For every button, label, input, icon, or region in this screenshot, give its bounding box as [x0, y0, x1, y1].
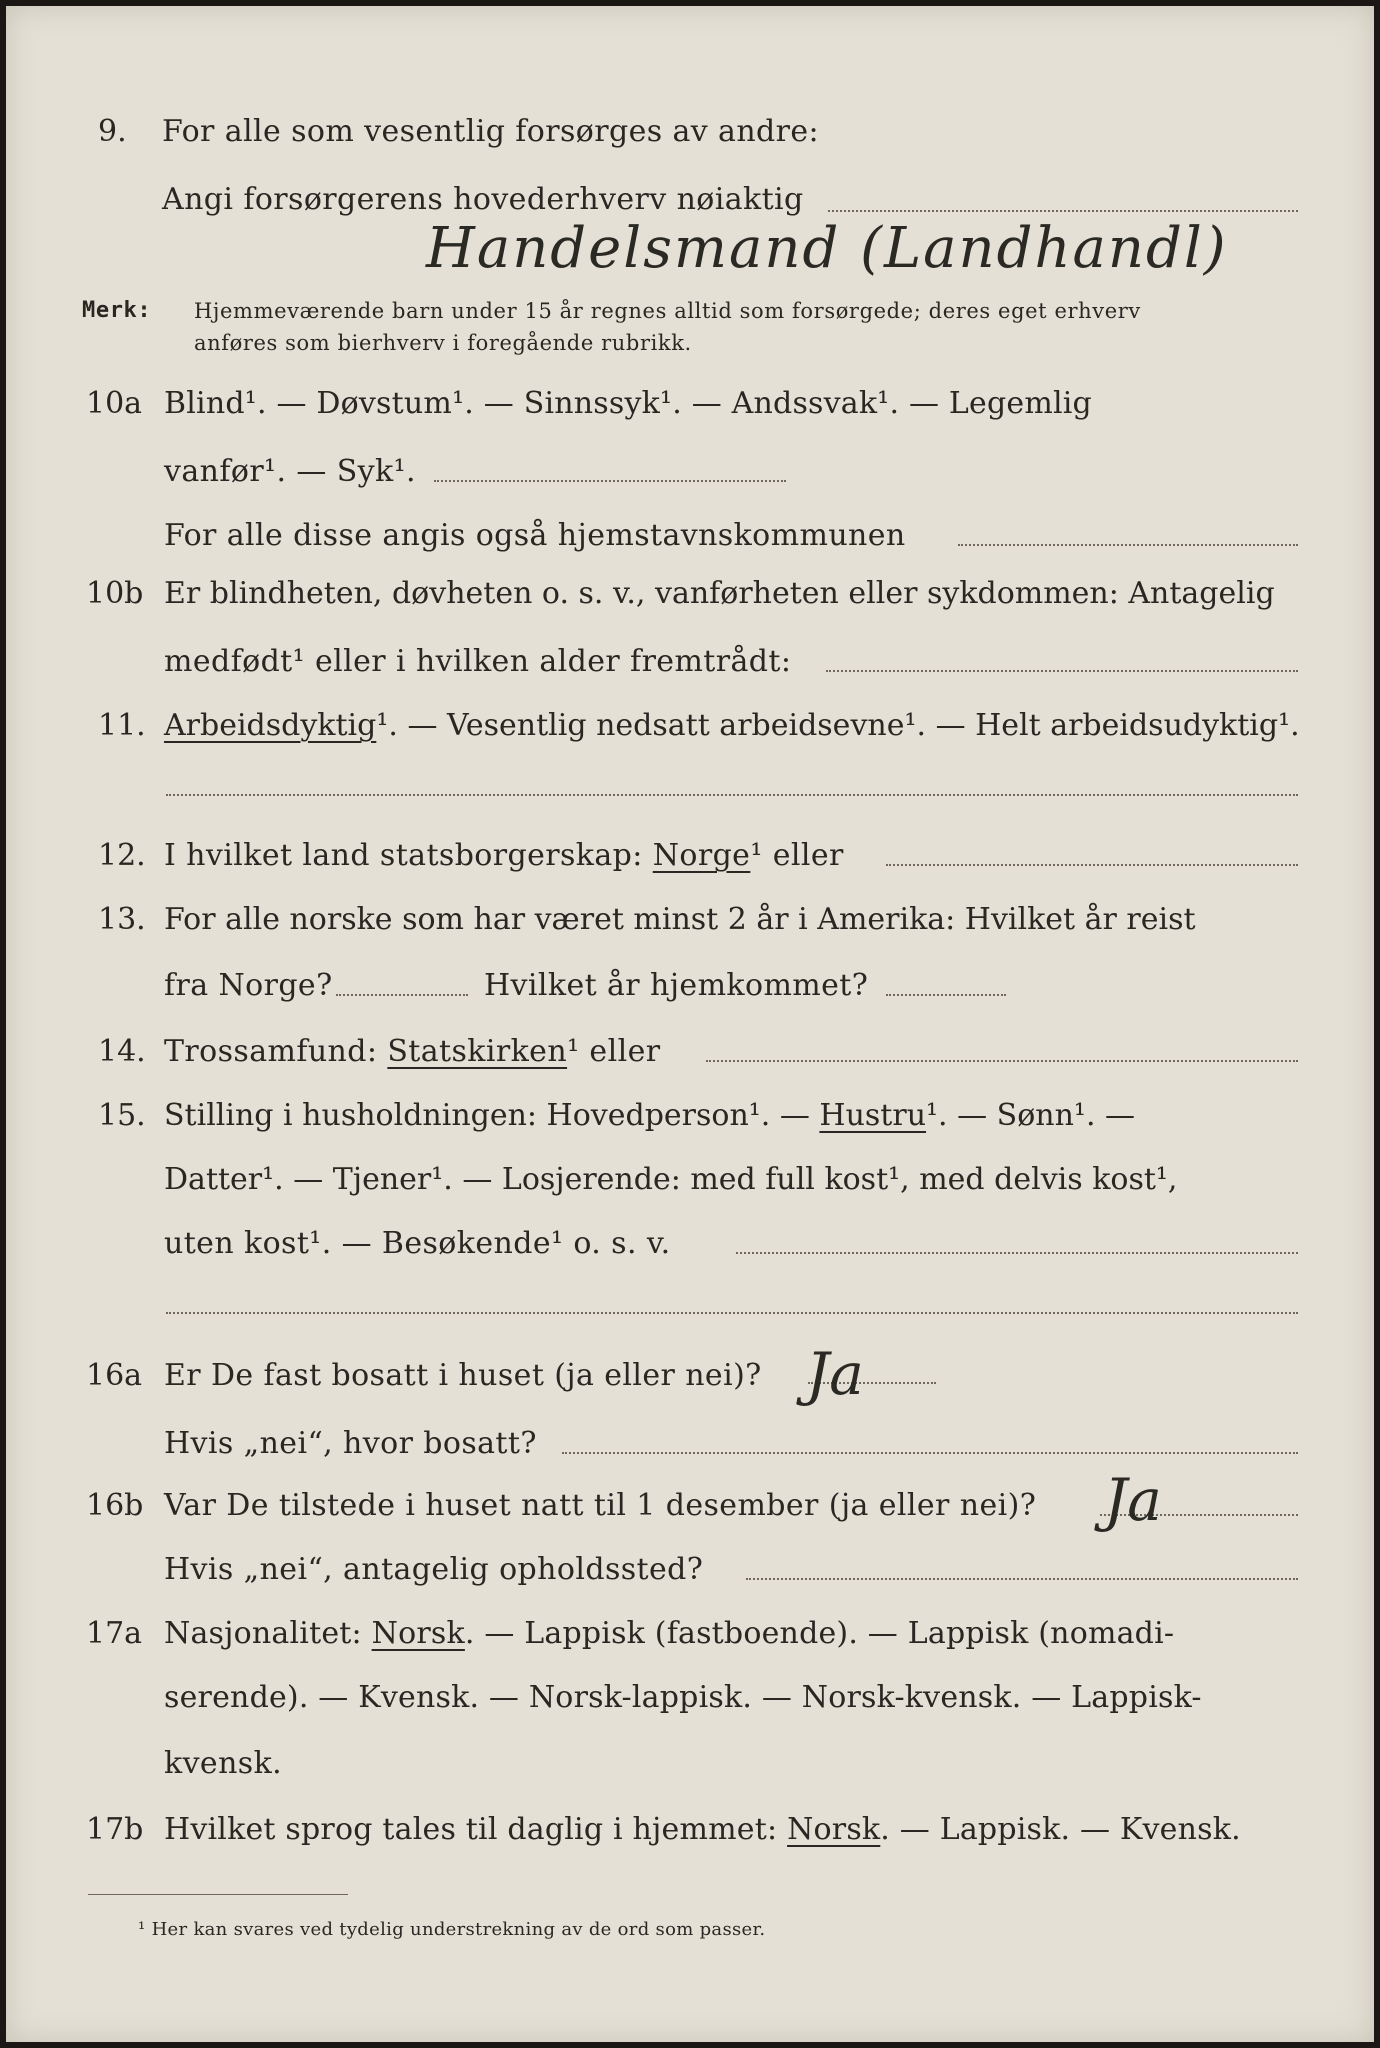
q17a-line1: [164, 1614, 1174, 1654]
q16a-handwritten-answer: Ja: [806, 1340, 864, 1408]
q16b-opholdssted-line: [746, 1578, 1298, 1580]
q9-line1: For alle som vesentlig forsørges av andre:: [162, 114, 820, 149]
q17b-option-norsk: Norsk: [787, 1812, 881, 1847]
q14-number: 14.: [98, 1034, 146, 1069]
q10b-answer-line: [826, 670, 1298, 672]
q15-line3: uten kost¹. — Besøkende¹ o. s. v.: [164, 1226, 671, 1261]
q13-reist-line: [336, 994, 468, 996]
q13-number: 13.: [98, 902, 146, 937]
footnote-divider: [88, 1894, 348, 1895]
q16a-number: 16a: [86, 1358, 143, 1393]
q9-answer-line: [828, 210, 1298, 212]
footnote-text: Her kan svares ved tydelig understrekning av de ord som passer.: [151, 1919, 766, 1940]
q10a-kommune-line: [958, 544, 1298, 546]
q14-answer-line: [706, 1060, 1298, 1062]
q17b-number: 17b: [86, 1812, 144, 1847]
q10b-line2: medfødt¹ eller i hvilken alder fremtrådt:: [164, 644, 792, 679]
q16b-handwritten-answer: Ja: [1104, 1466, 1162, 1534]
q15-line2: Datter¹. — Tjener¹. — Losjerende: med full kost¹, med delvis kost¹,: [164, 1162, 1178, 1197]
q15-answer-line2: [166, 1312, 1298, 1314]
q12-post: ¹ eller: [750, 838, 844, 873]
q17a-option-norsk: Norsk: [371, 1616, 465, 1651]
q16b-number: 16b: [86, 1488, 144, 1523]
q12-pre: I hvilket land statsborgerskap:: [164, 838, 643, 873]
merk-line1: Hjemmeværende barn under 15 år regnes alltid som forsørgede; deres eget erhverv: [194, 299, 1141, 323]
q9-line2: Angi forsørgerens hovederhverv nøiaktig: [162, 182, 804, 217]
q15-pre: Stilling i husholdningen: Hovedperson¹. —: [164, 1098, 810, 1133]
q15-line1: [164, 1096, 1135, 1136]
q13-hjemkommet-line: [886, 994, 1006, 996]
q9-number: 9.: [98, 114, 127, 149]
q14-option-statskirken: Statskirken: [387, 1034, 568, 1069]
q17a-line3: kvensk.: [164, 1746, 283, 1781]
q16a-line2: Hvis „nei“, hvor bosatt?: [164, 1426, 537, 1461]
footnote-mark: ¹: [138, 1919, 146, 1940]
q17a-line2: serende). — Kvensk. — Norsk-lappisk. — Norsk-kvensk. — Lappisk-: [164, 1680, 1202, 1715]
q12-number: 12.: [98, 838, 146, 873]
footnote: [138, 1910, 765, 1950]
q13-line1: For alle norske som har været minst 2 år i Amerika: Hvilket år reist: [164, 902, 1196, 937]
q15-answer-line1: [736, 1252, 1298, 1254]
q10a-line1: Blind¹. — Døvstum¹. — Sinnssyk¹. — Andssvak¹. — Legemlig: [164, 386, 1092, 421]
q17b-post: . — Lappisk. — Kvensk.: [880, 1812, 1241, 1847]
q10a-line3: For alle disse angis også hjemstavnskommunen: [164, 518, 906, 553]
q15-option-hustru: Hustru: [819, 1098, 927, 1133]
q17a-pre: Nasjonalitet:: [164, 1616, 362, 1651]
q16a-line1: Er De fast bosatt i huset (ja eller nei)?: [164, 1358, 762, 1393]
q10a-syk-line: [434, 480, 786, 482]
q16a-bosatt-line: [562, 1452, 1298, 1454]
q15-post: ¹. — Sønn¹. —: [926, 1098, 1136, 1133]
q17a-number: 17a: [86, 1616, 143, 1651]
q10a-number: 10a: [86, 386, 143, 421]
q15-number: 15.: [98, 1098, 146, 1133]
q14-pre: Trossamfund:: [164, 1034, 378, 1069]
q11-option-arbeidsdyktig: Arbeidsdyktig: [164, 708, 377, 743]
merk-label: Merk:: [82, 298, 152, 323]
q10b-number: 10b: [86, 576, 144, 611]
q14-post: ¹ eller: [567, 1034, 661, 1069]
q11-number: 11.: [98, 708, 146, 743]
merk-line2: anføres som bierhverv i foregående rubrikk.: [194, 331, 692, 355]
q13-line2a: fra Norge?: [164, 968, 333, 1003]
q13-line2b: Hvilket år hjemkommet?: [484, 968, 869, 1003]
census-form-page: [6, 6, 1374, 2042]
q12-answer-line: [886, 864, 1298, 866]
q11-rest: ¹. — Vesentlig nedsatt arbeidsevne¹. — Helt arbeidsudyktig¹.: [376, 708, 1300, 743]
q10b-line1: Er blindheten, døvheten o. s. v., vanførheten eller sykdommen: Antagelig: [164, 576, 1275, 611]
q17b-line: [164, 1810, 1241, 1850]
q11-answer-line: [166, 794, 1298, 796]
q17b-pre: Hvilket sprog tales til daglig i hjemmet:: [164, 1812, 778, 1847]
q12-option-norge: Norge: [652, 838, 751, 873]
q12-line: [164, 836, 844, 876]
q16b-line1: Var De tilstede i huset natt til 1 desember (ja eller nei)?: [164, 1488, 1037, 1523]
q17a-post: . — Lappisk (fastboende). — Lappisk (nomadi-: [464, 1616, 1175, 1651]
q16b-line2: Hvis „nei“, antagelig opholdssted?: [164, 1552, 704, 1587]
q9-handwritten-answer: Handelsmand (Landhandl): [426, 216, 1228, 281]
q10a-line2: vanfør¹. — Syk¹.: [164, 454, 416, 489]
q11-line: [164, 706, 1300, 746]
q14-line: [164, 1032, 660, 1072]
